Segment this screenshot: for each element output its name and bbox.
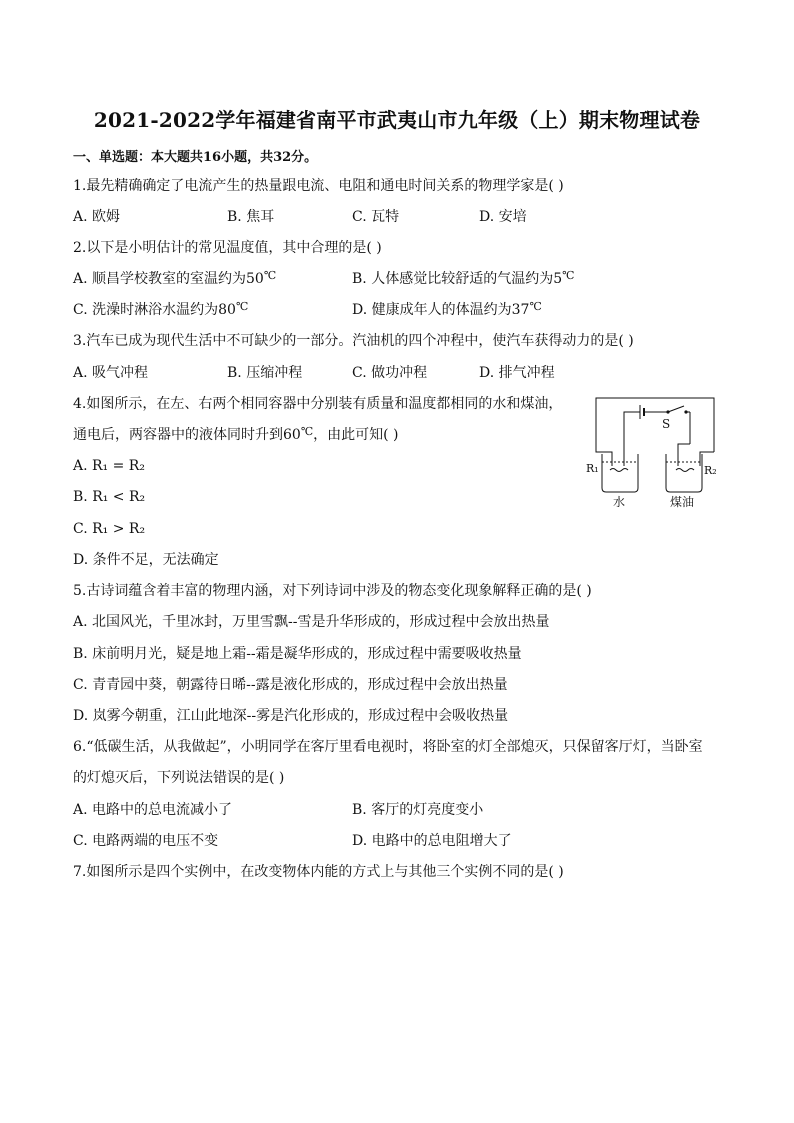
switch-lever — [668, 406, 684, 412]
question-3-stem: 3.汽车已成为现代生活中不可缺少的一部分。汽油机的四个冲程中，使汽车获得动力的是( ) — [73, 333, 634, 349]
left-resistor-coil — [610, 469, 628, 472]
question-4-stem-line-2: 通电后，两容器中的液体同时升到60℃，由此可知( ) — [73, 425, 399, 443]
question-1-option-a: A. 欧姆 — [73, 209, 121, 225]
question-1-option-c: C. 瓦特 — [352, 209, 400, 225]
question-6-option-c: C. 电路两端的电压不变 — [73, 833, 219, 849]
question-4-option-b: B. R₁ < R₂ — [73, 489, 146, 505]
question-1-stem: 1.最先精确确定了电流产生的热量跟电流、电阻和通电时间关系的物理学家是( ) — [73, 178, 564, 194]
right-resistor-coil — [676, 469, 694, 472]
exam-title: 2021-2022学年福建省南平市武夷山市九年级（上）期末物理试卷 — [93, 108, 701, 132]
right-liquid-label: 煤油 — [670, 495, 695, 509]
wire-to-right-container — [678, 444, 690, 466]
question-6-option-b: B. 客厅的灯亮度变小 — [352, 802, 484, 818]
question-2-option-c: C. 洗澡时淋浴水温约为80℃ — [73, 300, 249, 318]
question-2-option-b: B. 人体感觉比较舒适的气温约为5℃ — [352, 269, 575, 287]
question-5-option-d: D. 岚雾今朝重，江山此地深--雾是汽化形成的，形成过程中会吸收热量 — [73, 708, 509, 724]
question-6-stem-line-1: 6.“低碳生活，从我做起”，小明同学在客厅里看电视时，将卧室的灯全部熄灭，只保留客厅灯，当卧室 — [73, 739, 703, 755]
circuit-wire-top — [596, 398, 714, 452]
switch-label: S — [662, 417, 671, 431]
question-5-option-b: B. 床前明月光，疑是地上霜--霜是凝华形成的，形成过程中需要吸收热量 — [73, 646, 522, 662]
question-3-option-b: B. 压缩冲程 — [227, 365, 303, 381]
question-1-option-b: B. 焦耳 — [227, 209, 275, 225]
question-6-stem-line-2: 的灯熄灭后，下列说法错误的是( ) — [73, 770, 285, 786]
question-3-option-a: A. 吸气冲程 — [73, 365, 149, 381]
question-7-stem: 7.如图所示是四个实例中，在改变物体内能的方式上与其他三个实例不同的是( ) — [73, 864, 564, 880]
question-6-option-d: D. 电路中的总电阻增大了 — [352, 833, 512, 849]
question-5-option-c: C. 青青园中葵，朝露待日晞--露是液化形成的，形成过程中会放出热量 — [73, 677, 508, 693]
r2-label: R₂ — [704, 464, 717, 477]
question-1-option-d: D. 安培 — [479, 209, 527, 225]
question-4-option-d: D. 条件不足，无法确定 — [73, 552, 219, 568]
circuit-diagram — [582, 392, 732, 510]
right-container — [666, 454, 702, 492]
question-2-stem: 2.以下是小明估计的常见温度值，其中合理的是( ) — [73, 240, 382, 256]
circuit-wire-inner-left — [624, 412, 640, 452]
question-6-option-a: A. 电路中的总电流减小了 — [73, 802, 233, 818]
question-5-stem: 5.古诗词蕴含着丰富的物理内涵，对下列诗词中涉及的物态变化现象解释正确的是( ) — [73, 583, 592, 599]
question-2-option-a: A. 顺昌学校教室的室温约为50℃ — [73, 269, 277, 287]
question-3-option-c: C. 做功冲程 — [352, 365, 428, 381]
question-5-option-a: A. 北国风光，千里冰封，万里雪飘--雪是升华形成的，形成过程中会放出热量 — [73, 614, 550, 630]
switch-contact — [684, 410, 687, 413]
left-container — [602, 454, 638, 492]
question-4-option-c: C. R₁ > R₂ — [73, 521, 146, 537]
switch-pivot — [666, 410, 669, 413]
question-4-option-a: A. R₁ = R₂ — [73, 458, 145, 474]
question-4-stem-line-1: 4.如图所示，在左、右两个相同容器中分别装有质量和温度都相同的水和煤油， — [73, 396, 563, 412]
left-liquid-label: 水 — [613, 495, 626, 509]
r1-label: R₁ — [586, 462, 599, 475]
section-heading: 一、单选题：本大题共16小题，共32分。 — [73, 150, 318, 165]
question-3-option-d: D. 排气冲程 — [479, 365, 555, 381]
question-2-option-d: D. 健康成年人的体温约为37℃ — [352, 300, 542, 318]
